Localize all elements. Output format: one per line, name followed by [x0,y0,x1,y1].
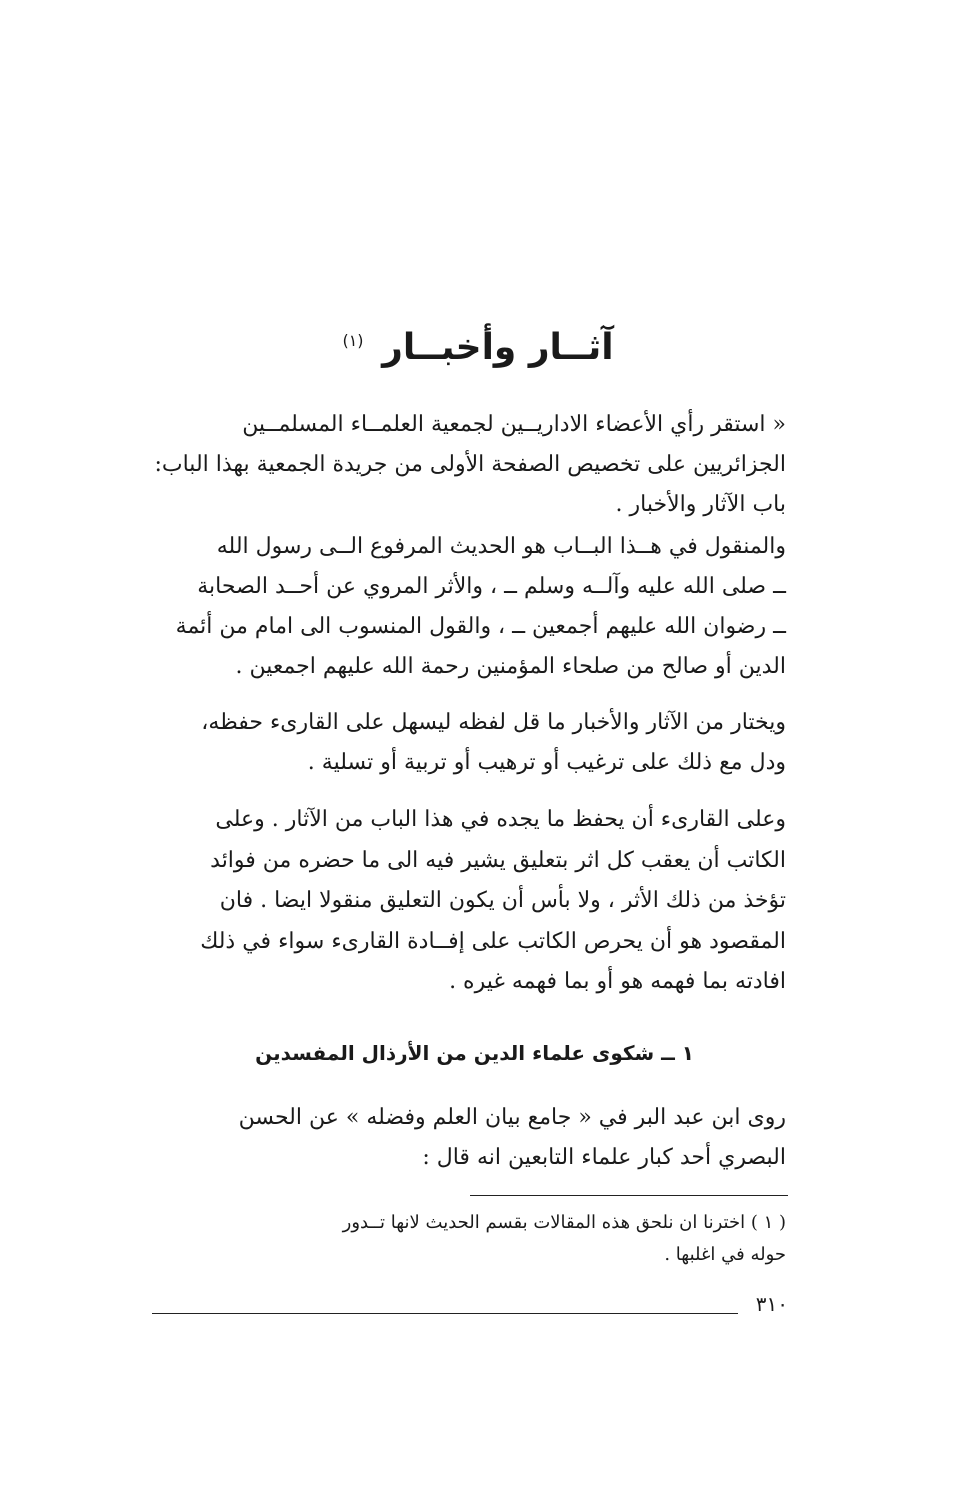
section-heading: ١ ــ شكوى علماء الدين من الأرذال المفسدين [255,1041,694,1065]
footnote-divider [470,1195,788,1196]
text-line: والمنقول في هــذا البــاب هو الحديث المرفوع الــى رسول الله [216,534,786,559]
text-line: وعلى القارىء أن يحفظ ما يجده في هذا الباب من الآثار . وعلى [215,807,786,832]
paragraph-5 [146,1098,786,1178]
page-title [0,318,956,371]
title-text: آثــار وأخبــار [382,327,614,368]
text-line: الدين أو صالح من صلحاء المؤمنين رحمة الله عليهم اجمعين . [235,654,786,679]
footnote [146,1207,786,1271]
paragraph-2 [146,527,786,687]
text-line: تؤخذ من ذلك الأثر ، ولا بأس أن يكون التعليق منقولا ايضا . فان [219,888,786,913]
footnote-line: حوله في اغلبها . [664,1244,786,1265]
text-line: ودل مع ذلك على ترغيب أو ترهيب أو تربية أو تسلية . [307,750,786,775]
title-footnote-marker: (١) [342,331,364,350]
text-line: روى ابن عبد البر في « جامع بيان العلم وفضله » عن الحسن [238,1105,786,1130]
text-line: البصري أحد كبار علماء التابعين انه قال : [422,1145,786,1170]
text-line: افادته بما فهمه هو أو بما فهمه غيره . [449,969,786,994]
text-line: ــ صلى الله عليه وآلــه وسلم ــ ، والأثر المروي عن أحــد الصحابة [197,574,786,599]
page-number: ٣١٠ [755,1292,788,1316]
paragraph-3 [146,703,786,783]
paragraph-4 [146,800,786,1003]
intro-paragraph [146,405,786,525]
text-line: المقصود هو أن يحرص الكاتب على إفــادة القارىء سواء في ذلك [200,928,786,954]
text-line: الجزائريين على تخصيص الصفحة الأولى من جريدة الجمعية بهذا الباب: [154,452,786,477]
text-line: الكاتب أن يعقب كل اثر بتعليق يشير فيه الى ما حضره من فوائد [210,847,786,873]
footnote-line: ( ١ ) اخترنا ان نلحق هذه المقالات بقسم الحديث لانها تــدور [342,1212,786,1233]
page-bottom-rule [152,1313,738,1314]
text-line: « استقر رأي الأعضاء الاداريــين لجمعية العلمــاء المسلمــين [242,412,786,437]
text-line: باب الآثار والأخبار . [615,492,786,517]
text-line: ويختار من الآثار والأخبار ما قل لفظه ليسهل على القارىء حفظه، [201,710,786,735]
text-line: ــ رضوان الله عليهم أجمعين ــ ، والقول المنسوب الى امام من أئمة [175,614,786,639]
